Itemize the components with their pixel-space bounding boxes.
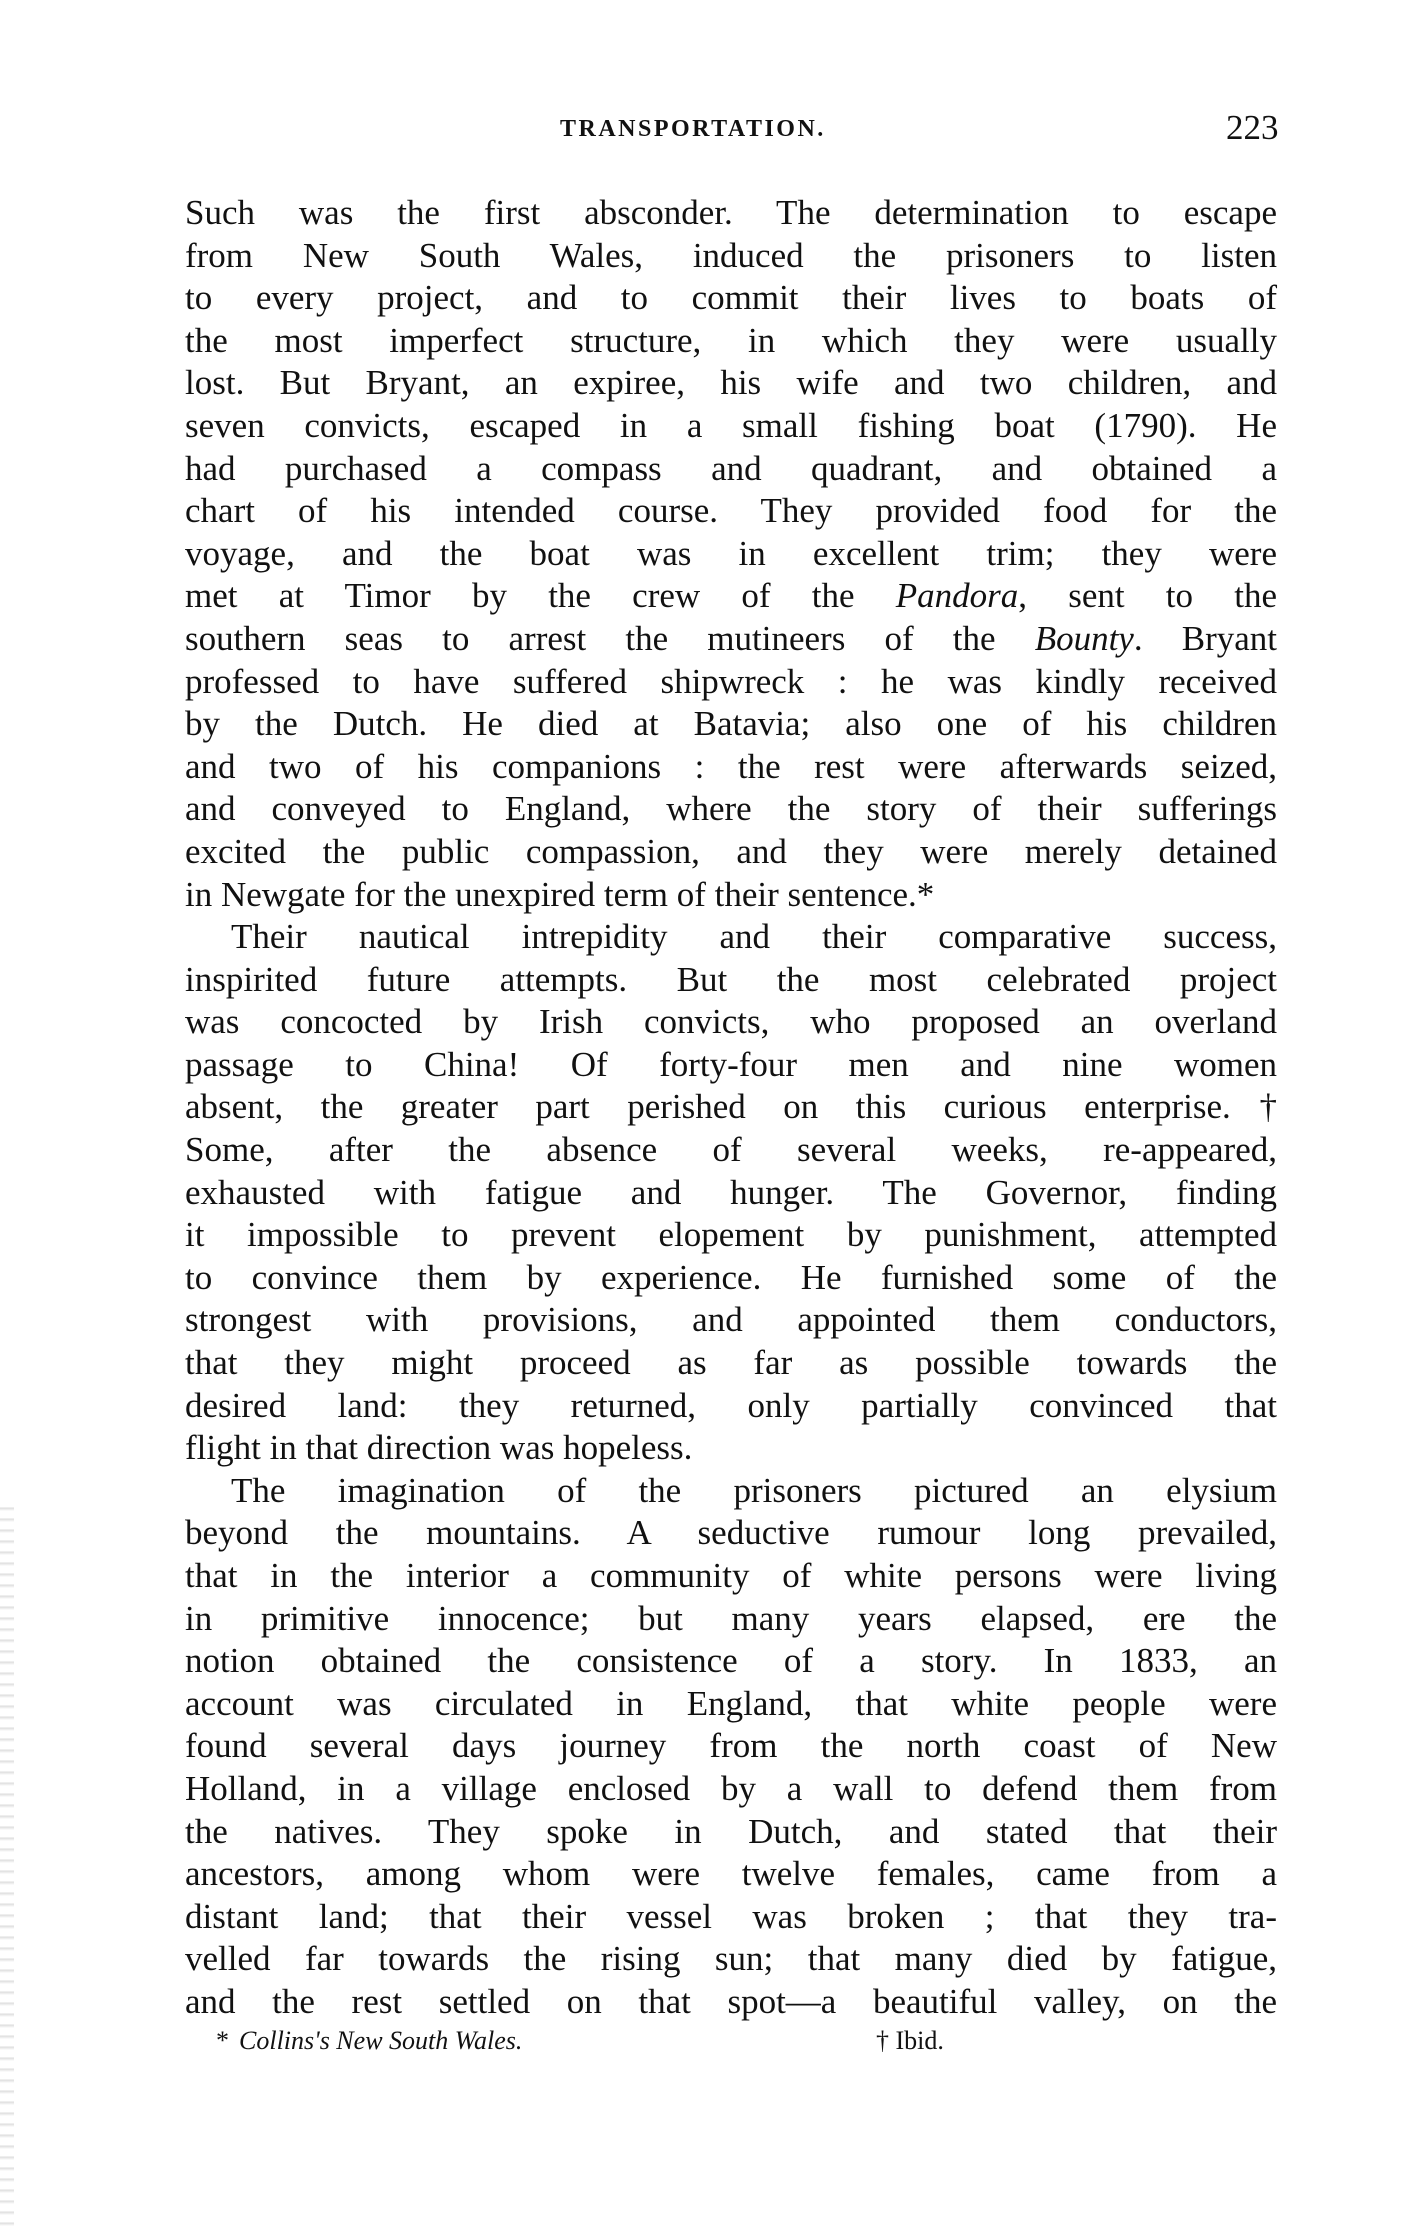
text-line: to every project, and to commit their lives to boats of: [185, 278, 1277, 318]
footnote-text: Collins's New South Wales.: [239, 2026, 523, 2055]
text-line: by the Dutch. He died at Batavia; also one of his children: [185, 704, 1277, 744]
text-line: Some, after the absence of several weeks, re-appeared,: [185, 1130, 1277, 1170]
ship-name: Bounty: [1034, 618, 1134, 658]
running-title: TRANSPORTATION.: [560, 116, 826, 142]
footnotes: [0, 2026, 1412, 2066]
text-line: flight in that direction was hopeless.: [185, 1428, 693, 1468]
text-line: exhausted with fatigue and hunger. The Governor, finding: [185, 1172, 1277, 1212]
text-line: found several days journey from the north coast of New: [185, 1726, 1277, 1766]
footnote-ibid: † Ibid.: [876, 2026, 944, 2055]
text-line: and two of his companions : the rest were afterwards seized,: [185, 746, 1277, 786]
footnote-collins: [216, 2026, 522, 2056]
scan-edge-artifact: [0, 1500, 14, 2231]
text-line: professed to have suffered shipwreck : he was kindly received: [185, 661, 1277, 701]
text-line: that in the interior a community of white persons were living: [185, 1556, 1277, 1595]
text-line: in primitive innocence; but many years elapsed, ere the: [185, 1598, 1277, 1638]
text-line: seven convicts, escaped in a small fishing boat (1790). He: [185, 405, 1277, 445]
text-line: account was circulated in England, that white people were: [185, 1683, 1277, 1723]
text-line: and conveyed to England, where the story of their sufferings: [185, 789, 1277, 829]
text-line: ancestors, among whom were twelve females, came from a: [185, 1854, 1277, 1894]
text-line: excited the public compassion, and they were merely detained: [185, 831, 1277, 871]
text-line: beyond the mountains. A seductive rumour long prevailed,: [185, 1513, 1277, 1553]
text-line: absent, the greater part perished on this curious enterprise.†: [185, 1087, 1277, 1127]
footnote-mark: *: [216, 2026, 229, 2055]
text-line: voyage, and the boat was in excellent trim; they were: [185, 533, 1277, 573]
text-line: that they might proceed as far as possible towards the: [185, 1343, 1277, 1383]
text-line: southern seas to arrest the mutineers of the Bounty. Bryant: [185, 618, 1278, 658]
text-line: The imagination of the prisoners pictured an elysium: [231, 1470, 1277, 1510]
page-number: 223: [1226, 108, 1279, 147]
ship-name: Pandora: [895, 576, 1019, 616]
running-header: [0, 108, 1412, 148]
text-line: strongest with provisions, and appointed them conductors,: [185, 1300, 1277, 1340]
text-line: chart of his intended course. They provided food for the: [185, 491, 1277, 531]
text-line: it impossible to prevent elopement by punishment, attempted: [185, 1215, 1277, 1255]
text-line: had purchased a compass and quadrant, and obtained a: [185, 448, 1277, 488]
text-line: the most imperfect structure, in which they were usually: [185, 320, 1277, 360]
text-line: to convince them by experience. He furnished some of the: [185, 1257, 1277, 1297]
text-line: Their nautical intrepidity and their comparative success,: [231, 917, 1277, 957]
text-line: Holland, in a village enclosed by a wall to defend them from: [185, 1768, 1277, 1808]
text-line: from New South Wales, induced the prisoners to listen: [185, 235, 1277, 275]
text-line: desired land: they returned, only partially convinced that: [185, 1385, 1277, 1425]
text-line: the natives. They spoke in Dutch, and stated that their: [185, 1811, 1277, 1851]
text-line: inspirited future attempts. But the most celebrated project: [185, 959, 1277, 999]
text-line: in Newgate for the unexpired term of their sentence.*: [185, 874, 935, 914]
text-line: velled far towards the rising sun; that many died by fatigue,: [185, 1939, 1277, 1979]
text-line: notion obtained the consistence of a story. In 1833, an: [185, 1641, 1277, 1681]
text-line: passage to China! Of forty-four men and nine women: [185, 1044, 1277, 1084]
text-line: and the rest settled on that spot—a beautiful valley, on the: [185, 1981, 1277, 2021]
text-line: lost. But Bryant, an expiree, his wife and two children, and: [185, 363, 1277, 403]
text-line: distant land; that their vessel was broken ; that they tra-: [185, 1896, 1277, 1936]
body-text: [185, 192, 1277, 2024]
text-line: was concocted by Irish convicts, who proposed an overland: [185, 1002, 1277, 1042]
text-line: met at Timor by the crew of the Pandora, sent to the: [185, 576, 1277, 616]
text-line: Such was the first absconder. The determination to escape: [185, 193, 1277, 232]
